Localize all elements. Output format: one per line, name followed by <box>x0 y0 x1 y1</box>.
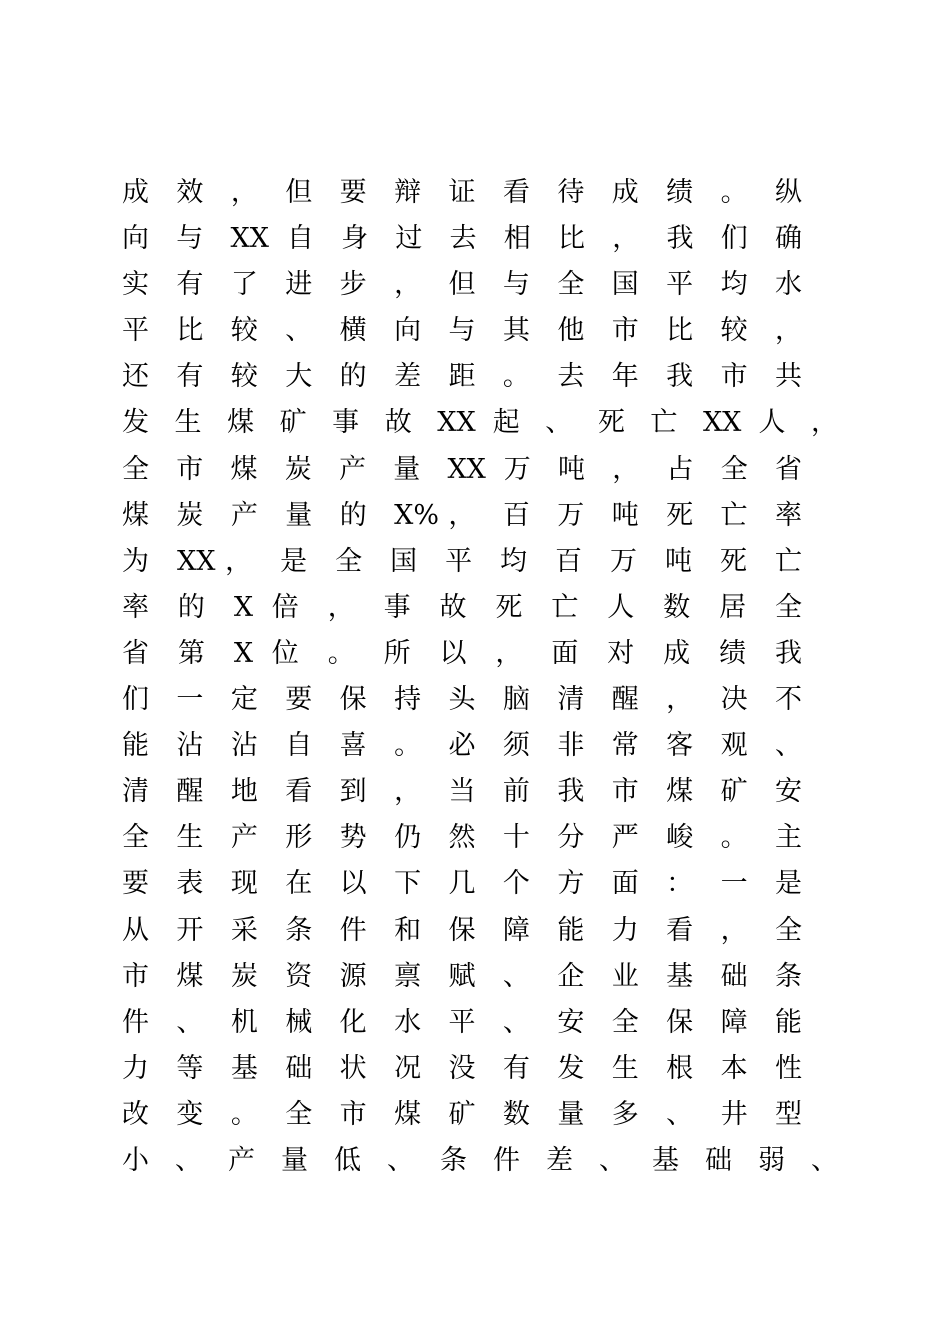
text-line: 全 市 煤 炭 产 量 XX 万 吨 ， 占 全 省 <box>122 453 802 485</box>
text-line: 清 醒 地 看 到 ， 当 前 我 市 煤 矿 安 <box>122 776 802 808</box>
text-line: 件 、 机 械 化 水 平 、 安 全 保 障 能 <box>122 1006 802 1038</box>
text-line: 还 有 较 大 的 差 距 。 去 年 我 市 共 <box>122 361 802 393</box>
text-line: 为 XX， 是 全 国 平 均 百 万 吨 死 亡 <box>122 545 802 577</box>
text-line: 要 表 现 在 以 下 几 个 方 面 ： 一 是 <box>122 868 802 900</box>
text-line: 煤 炭 产 量 的 X%， 百 万 吨 死 亡 率 <box>122 499 802 531</box>
text-line: 力 等 基 础 状 况 没 有 发 生 根 本 性 <box>122 1052 802 1084</box>
body-text <box>122 170 842 1184</box>
text-line: 全 生 产 形 势 仍 然 十 分 严 峻 。 主 <box>122 822 802 854</box>
text-line: 成 效 ， 但 要 辩 证 看 待 成 绩 。 纵 <box>122 177 802 208</box>
text-line: 从 开 采 条 件 和 保 障 能 力 看 ， 全 <box>122 914 802 946</box>
text-line: 市 煤 炭 资 源 禀 赋 、 企 业 基 础 条 <box>122 960 802 992</box>
text-line: 平 比 较 、 横 向 与 其 他 市 比 较 ， <box>122 315 802 347</box>
text-line: 实 有 了 进 步 ， 但 与 全 国 平 均 水 <box>122 269 802 301</box>
text-line: 改 变 。 全 市 煤 矿 数 量 多 、 井 型 <box>122 1098 802 1130</box>
text-line: 能 沾 沾 自 喜 。 必 须 非 常 客 观 、 <box>122 730 802 762</box>
text-line: 发 生 煤 矿 事 故 XX 起 、 死 亡 XX 人 ， <box>122 407 838 439</box>
text-line: 小 、 产 量 低 、 条 件 差 、 基 础 弱 、 <box>122 1144 838 1176</box>
text-line: 向 与 XX 自 身 过 去 相 比 ， 我 们 确 <box>122 223 802 255</box>
text-line: 省 第 X 位 。 所 以 ， 面 对 成 绩 我 <box>122 637 802 669</box>
text-line: 率 的 X 倍 ， 事 故 死 亡 人 数 居 全 <box>122 591 802 623</box>
text-line: 们 一 定 要 保 持 头 脑 清 醒 ， 决 不 <box>122 684 802 716</box>
